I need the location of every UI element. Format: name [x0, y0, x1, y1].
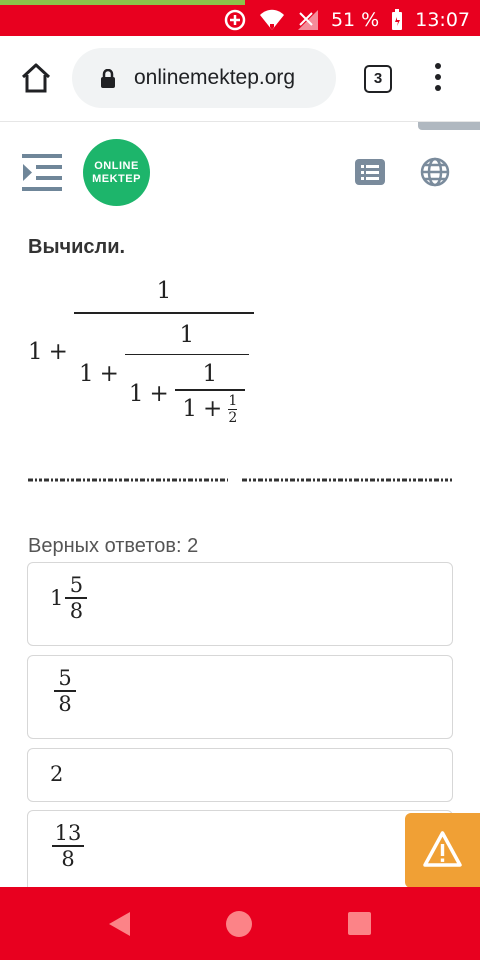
page-load-progress: [0, 0, 245, 5]
math-one: 1: [28, 339, 43, 365]
fraction-level-1: [74, 278, 254, 426]
back-icon[interactable]: [108, 911, 132, 942]
fraction-level-3: [175, 361, 245, 426]
site-logo[interactable]: [83, 139, 150, 206]
clock: 13:07: [415, 9, 470, 31]
recent-apps-icon[interactable]: [348, 912, 371, 935]
math-plus: +: [99, 360, 119, 387]
header-tab-edge: [418, 122, 480, 130]
answer-option-3-value: 2: [50, 762, 64, 786]
half-numerator: 1: [228, 392, 238, 409]
question-title: Вычисли.: [28, 236, 126, 258]
task-list-icon[interactable]: [355, 159, 385, 185]
site-header: [0, 130, 480, 220]
fraction-level-2-denominator: [129, 355, 245, 426]
browser-toolbar: [0, 36, 480, 122]
fraction-numerator: 5: [58, 666, 72, 690]
wifi-icon: [259, 9, 285, 31]
report-warning-button[interactable]: [405, 813, 480, 888]
answer-option-2[interactable]: [27, 655, 453, 739]
battery-percent: 51 %: [330, 9, 380, 31]
battery-icon: [391, 9, 403, 31]
math-plus: +: [149, 380, 169, 407]
fraction-level-3-denominator: [182, 391, 237, 427]
answer-option-1-value: [50, 573, 87, 623]
fraction-numerator: 5: [69, 573, 84, 597]
more-menu-icon[interactable]: [430, 60, 446, 96]
url-text: onlinemektep.org: [134, 66, 296, 89]
continued-fraction-expression: [28, 278, 254, 426]
fraction-level-1-denominator: [79, 314, 249, 427]
mixed-whole: 1: [50, 585, 64, 610]
home-circle-icon[interactable]: [226, 911, 252, 937]
signal-icon: [297, 9, 319, 31]
sidebar-toggle-icon[interactable]: [22, 154, 62, 192]
math-one: 1: [182, 396, 198, 423]
language-globe-icon[interactable]: [420, 157, 450, 187]
fraction-denominator: 8: [58, 691, 72, 716]
fraction-numerator: 13: [54, 821, 82, 845]
math-plus: +: [203, 396, 223, 423]
math-one: 1: [128, 380, 144, 407]
status-bar: [0, 0, 480, 36]
fraction-half: [228, 393, 237, 427]
warning-icon: [405, 813, 480, 888]
fraction-denominator: 8: [69, 598, 84, 623]
tab-switcher-button[interactable]: 3: [364, 65, 392, 93]
math-one: 1: [179, 321, 195, 348]
answer-option-4-value: [52, 821, 84, 871]
answer-option-1[interactable]: [27, 562, 453, 646]
logo-line1: ONLINE: [94, 160, 139, 172]
data-saver-icon: [223, 8, 247, 32]
half-denominator: 2: [228, 410, 238, 426]
math-plus: +: [48, 339, 68, 365]
correct-answers-count: Верных ответов: 2: [28, 535, 199, 557]
logo-line2: MEKTEP: [92, 173, 141, 185]
math-one: 1: [156, 278, 172, 304]
answer-option-3[interactable]: [27, 748, 453, 802]
address-bar[interactable]: [72, 48, 336, 108]
answer-option-4[interactable]: [27, 810, 453, 894]
home-icon[interactable]: [18, 60, 54, 96]
math-one: 1: [78, 360, 94, 387]
answer-option-2-value: [54, 666, 76, 716]
math-one: 1: [202, 361, 218, 387]
lock-icon: [100, 69, 116, 94]
fraction-denominator: 8: [61, 846, 75, 871]
section-divider: [28, 478, 452, 482]
fraction-level-2: [125, 322, 249, 427]
system-navigation-bar: [0, 887, 480, 960]
